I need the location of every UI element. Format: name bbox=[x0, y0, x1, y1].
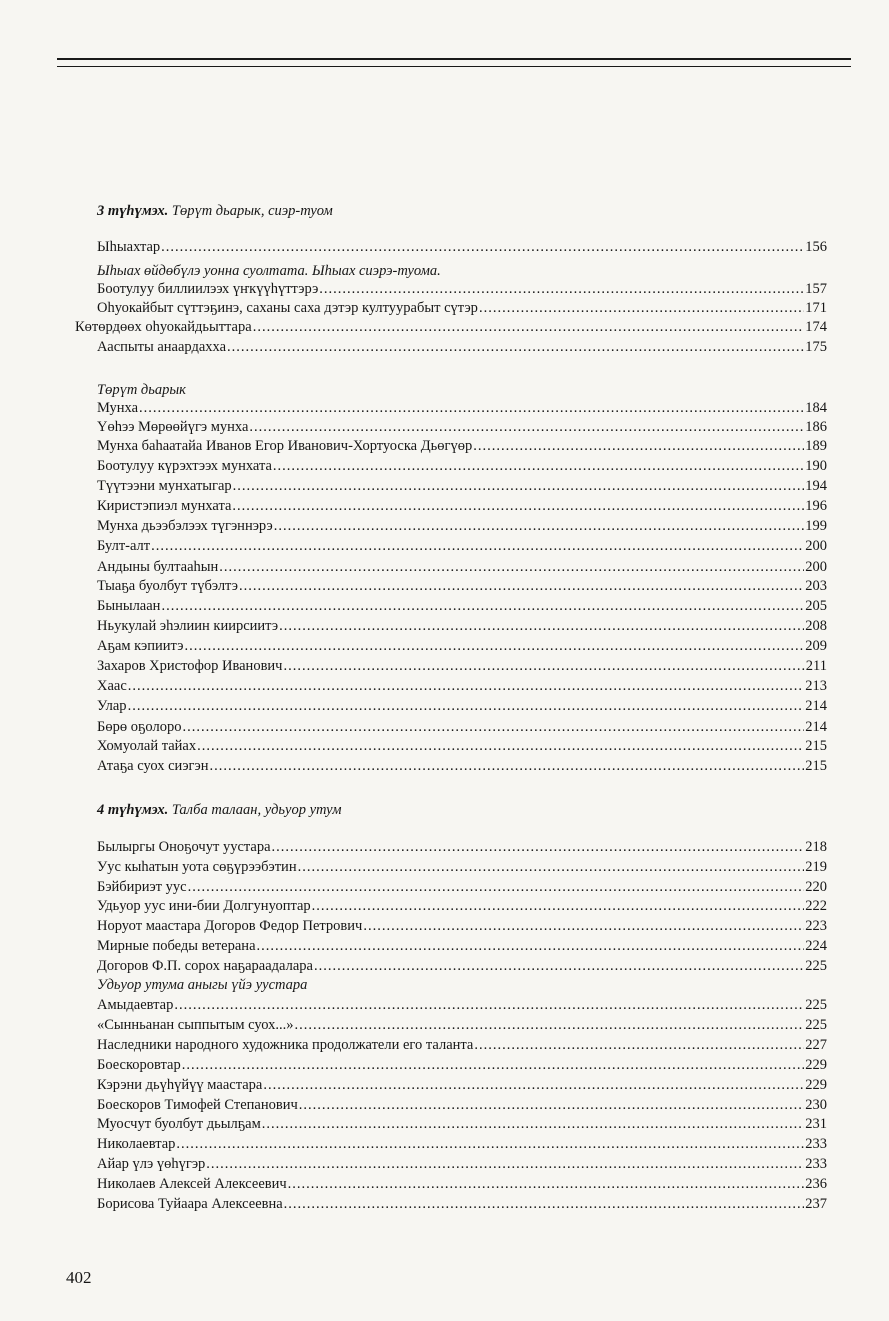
entry-title: Түүтээни мунхатыгар bbox=[97, 478, 232, 494]
subsection-heading: Төрүт дьарык bbox=[97, 382, 186, 398]
entry-page-number: 209 bbox=[805, 638, 827, 654]
toc-entry[interactable] bbox=[97, 457, 827, 475]
toc-entry[interactable] bbox=[97, 1135, 827, 1153]
entry-title: «Сынньанан сыппытым суох...» bbox=[97, 1017, 294, 1033]
toc-entry[interactable] bbox=[97, 437, 827, 455]
entry-title: Атаҕа суох сиэгэн bbox=[97, 758, 209, 774]
entry-title: Улар bbox=[97, 698, 127, 714]
dot-leader bbox=[473, 437, 804, 455]
dot-leader bbox=[479, 299, 804, 317]
toc-entry[interactable] bbox=[97, 878, 827, 896]
dot-leader bbox=[299, 1096, 804, 1114]
toc-entry[interactable] bbox=[97, 858, 827, 876]
entry-page-number: 200 bbox=[805, 538, 827, 554]
toc-entry[interactable] bbox=[97, 757, 827, 775]
entry-page-number: 214 bbox=[805, 698, 827, 714]
entry-title: Мунха bbox=[97, 400, 139, 416]
dot-leader bbox=[174, 996, 804, 1014]
toc-entry[interactable] bbox=[97, 838, 827, 856]
toc-entry[interactable] bbox=[97, 418, 827, 436]
entry-title: Ааспыты анаардахха bbox=[97, 339, 227, 355]
entry-page-number: 175 bbox=[805, 339, 827, 355]
toc-entry[interactable] bbox=[97, 1096, 827, 1114]
dot-leader bbox=[161, 238, 804, 256]
entry-page-number: 229 bbox=[805, 1077, 827, 1093]
dot-leader bbox=[257, 937, 805, 955]
toc-entry[interactable] bbox=[97, 497, 827, 515]
page-number: 402 bbox=[66, 1268, 92, 1287]
entry-title: Аҕам кэпиитэ bbox=[97, 638, 184, 654]
header-rule-thin bbox=[57, 66, 851, 67]
entry-page-number: 233 bbox=[805, 1156, 827, 1172]
entry-title: Былыргы Оноҕочут уустара bbox=[97, 839, 271, 855]
entry-title: Мунха дьээбэлээх түгэннэрэ bbox=[97, 518, 273, 534]
entry-page-number: 157 bbox=[805, 281, 827, 297]
entry-page-number: 196 bbox=[805, 498, 827, 514]
entry-title: Бынылаан bbox=[97, 598, 161, 614]
entry-title: Боескоров Тимофей Степанович bbox=[97, 1097, 298, 1113]
entry-title: Мирные победы ветерана bbox=[97, 938, 256, 954]
entry-title: Тыаҕа буолбут түбэлтэ bbox=[97, 578, 238, 594]
toc-entry[interactable] bbox=[97, 996, 827, 1014]
entry-page-number: 214 bbox=[805, 719, 827, 735]
entry-title: Андыны бултааһын bbox=[97, 559, 219, 575]
dot-leader bbox=[197, 737, 804, 755]
dot-leader bbox=[263, 1076, 804, 1094]
entry-page-number: 200 bbox=[805, 559, 827, 575]
entry-title: Удьуор уус ини-бии Долгунуоптар bbox=[97, 898, 311, 914]
entry-title: Боескоровтар bbox=[97, 1057, 181, 1073]
section-heading bbox=[97, 801, 827, 819]
entry-title: Муосчут буолбут дьылҕам bbox=[97, 1116, 261, 1132]
toc-entry[interactable] bbox=[97, 280, 827, 298]
entry-page-number: 222 bbox=[805, 898, 827, 914]
entry-title: Захаров Христофор Иванович bbox=[97, 658, 283, 674]
entry-title: Хомуолай тайах bbox=[97, 738, 197, 754]
dot-leader bbox=[232, 497, 804, 515]
dot-leader bbox=[182, 718, 804, 736]
toc-entry[interactable] bbox=[97, 1056, 827, 1074]
dot-leader bbox=[284, 1195, 805, 1213]
toc-entry[interactable] bbox=[97, 677, 827, 695]
dot-leader bbox=[128, 697, 805, 715]
dot-leader bbox=[274, 517, 804, 535]
entry-page-number: 237 bbox=[805, 1196, 827, 1212]
entry-page-number: 190 bbox=[805, 458, 827, 474]
toc-entry[interactable] bbox=[97, 517, 827, 535]
entry-title: Хаас bbox=[97, 678, 127, 694]
toc-entry[interactable] bbox=[75, 318, 827, 336]
toc-entry[interactable] bbox=[97, 1175, 827, 1193]
toc-entry[interactable] bbox=[97, 1076, 827, 1094]
toc-entry[interactable] bbox=[97, 1195, 827, 1213]
entry-page-number: 203 bbox=[805, 578, 827, 594]
toc-entry[interactable] bbox=[97, 937, 827, 955]
entry-title: Айар үлэ үөһүгэр bbox=[97, 1156, 206, 1172]
entry-page-number: 225 bbox=[805, 1017, 827, 1033]
section-prefix: 4 түһүмэх. bbox=[97, 802, 169, 818]
entry-title: Боотулуу биллиилээх үҥкүүһүттэрэ bbox=[97, 281, 319, 297]
dot-leader bbox=[184, 637, 804, 655]
entry-page-number: 211 bbox=[805, 658, 827, 674]
entry-page-number: 225 bbox=[805, 958, 827, 974]
entry-page-number: 223 bbox=[805, 918, 827, 934]
entry-page-number: 225 bbox=[805, 997, 827, 1013]
section-title: Төрүт дьарык, сиэр-туом bbox=[171, 203, 333, 219]
entry-page-number: 213 bbox=[805, 678, 827, 694]
dot-leader bbox=[273, 457, 804, 475]
entry-title: Боотулуу күрэхтээх мунхата bbox=[97, 458, 272, 474]
toc-entry[interactable] bbox=[97, 597, 827, 615]
toc-entry[interactable] bbox=[97, 1016, 827, 1034]
toc-entry[interactable] bbox=[97, 697, 827, 715]
entry-page-number: 215 bbox=[805, 738, 827, 754]
toc-entry[interactable] bbox=[97, 577, 827, 595]
entry-page-number: 231 bbox=[805, 1116, 827, 1132]
entry-page-number: 174 bbox=[805, 319, 827, 335]
entry-title: Мунха баһаатайа Иванов Егор Иванович-Хортуоска Дьөгүөр bbox=[97, 438, 473, 454]
entry-title: Кэрэни дьүһүйүү маастара bbox=[97, 1077, 263, 1093]
dot-leader bbox=[253, 318, 805, 336]
entry-page-number: 184 bbox=[805, 400, 827, 416]
dot-leader bbox=[272, 838, 805, 856]
entry-page-number: 218 bbox=[805, 839, 827, 855]
entry-title: Наследники народного художника продолжатели его таланта bbox=[97, 1037, 474, 1053]
dot-leader bbox=[279, 617, 804, 635]
entry-page-number: 215 bbox=[805, 758, 827, 774]
entry-title: Бэйбириэт уус bbox=[97, 879, 187, 895]
entry-title: Борисова Туйаара Алексеевна bbox=[97, 1196, 283, 1212]
entry-title: Үөһээ Мөрөөйүгэ мунха bbox=[97, 419, 249, 435]
section-title: Талба талаан, удьуор утум bbox=[171, 802, 342, 818]
dot-leader bbox=[227, 338, 804, 356]
toc-entry[interactable] bbox=[97, 537, 827, 555]
toc-entry[interactable] bbox=[97, 617, 827, 635]
toc-entry[interactable] bbox=[97, 657, 827, 675]
dot-leader bbox=[176, 1135, 804, 1153]
dot-leader bbox=[474, 1036, 804, 1054]
toc-entry[interactable] bbox=[97, 637, 827, 655]
dot-leader bbox=[182, 1056, 805, 1074]
dot-leader bbox=[283, 657, 804, 675]
toc-entry[interactable] bbox=[97, 957, 827, 975]
toc-entry[interactable] bbox=[97, 399, 827, 417]
entry-title: Булт-алт bbox=[97, 538, 151, 554]
entry-title: Догоров Ф.П. сорох наҕараадалара bbox=[97, 958, 313, 974]
entry-page-number: 205 bbox=[805, 598, 827, 614]
dot-leader bbox=[188, 878, 805, 896]
section-prefix: 3 түһүмэх. bbox=[97, 203, 169, 219]
entry-title: Киристэпиэл мунхата bbox=[97, 498, 232, 514]
section-heading bbox=[97, 202, 827, 220]
entry-page-number: 236 bbox=[805, 1176, 827, 1192]
entry-title: Амыдаевтар bbox=[97, 997, 174, 1013]
dot-leader bbox=[139, 399, 804, 417]
entry-page-number: 194 bbox=[805, 478, 827, 494]
toc-entry[interactable] bbox=[97, 1036, 827, 1054]
dot-leader bbox=[249, 418, 804, 436]
entry-page-number: 189 bbox=[805, 438, 827, 454]
toc-entry[interactable] bbox=[97, 737, 827, 755]
dot-leader bbox=[312, 897, 805, 915]
dot-leader bbox=[288, 1175, 805, 1193]
entry-title: Ыһыахтар bbox=[97, 239, 161, 255]
entry-page-number: 220 bbox=[805, 879, 827, 895]
entry-page-number: 156 bbox=[805, 239, 827, 255]
header-rule-thick bbox=[57, 58, 851, 60]
entry-title: Оһуокайбыт сүттэҕинэ, саханы саха дэтэр култуурабыт сүтэр bbox=[97, 300, 478, 316]
toc-entry[interactable] bbox=[97, 718, 827, 736]
dot-leader bbox=[209, 757, 804, 775]
dot-leader bbox=[295, 1016, 805, 1034]
entry-page-number: 227 bbox=[805, 1037, 827, 1053]
toc-entry[interactable] bbox=[97, 338, 827, 356]
dot-leader bbox=[206, 1155, 804, 1173]
entry-page-number: 219 bbox=[805, 859, 827, 875]
toc-entry[interactable] bbox=[97, 477, 827, 495]
dot-leader bbox=[161, 597, 804, 615]
entry-page-number: 171 bbox=[805, 300, 827, 316]
dot-leader bbox=[151, 537, 804, 555]
entry-title: Норуот маастара Догоров Федор Петрович bbox=[97, 918, 363, 934]
entry-title: Уус кыһатын уота сөҕүрээбэтин bbox=[97, 859, 297, 875]
dot-leader bbox=[319, 280, 804, 298]
subsection-heading: Удьуор утума аныгы үйэ уустара bbox=[97, 977, 308, 993]
toc-entry[interactable] bbox=[97, 1115, 827, 1133]
entry-page-number: 186 bbox=[805, 419, 827, 435]
toc-entry[interactable] bbox=[97, 917, 827, 935]
entry-title: Ньукулай эһэлиин киирсиитэ bbox=[97, 618, 279, 634]
dot-leader bbox=[363, 917, 804, 935]
entry-title: Көтөрдөөх оһуокайдьыттара bbox=[75, 319, 252, 335]
toc-entry[interactable] bbox=[97, 299, 827, 317]
toc-entry[interactable] bbox=[97, 238, 827, 256]
entry-page-number: 229 bbox=[805, 1057, 827, 1073]
toc-entry[interactable] bbox=[97, 558, 827, 576]
dot-leader bbox=[233, 477, 805, 495]
dot-leader bbox=[314, 957, 804, 975]
entry-title: Бөрө оҕолоро bbox=[97, 719, 182, 735]
entry-page-number: 233 bbox=[805, 1136, 827, 1152]
entry-page-number: 208 bbox=[805, 618, 827, 634]
toc-entry[interactable] bbox=[97, 897, 827, 915]
subsection-heading: Ыһыах өйдөбүлэ уонна суолтата. Ыһыах сиэрэ-туома. bbox=[97, 263, 441, 279]
entry-page-number: 224 bbox=[805, 938, 827, 954]
entry-page-number: 230 bbox=[805, 1097, 827, 1113]
dot-leader bbox=[219, 558, 804, 576]
toc-entry[interactable] bbox=[97, 1155, 827, 1173]
dot-leader bbox=[239, 577, 804, 595]
entry-title: Николаев Алексей Алексеевич bbox=[97, 1176, 287, 1192]
entry-page-number: 199 bbox=[805, 518, 827, 534]
dot-leader bbox=[298, 858, 805, 876]
entry-title: Николаевтар bbox=[97, 1136, 176, 1152]
dot-leader bbox=[128, 677, 804, 695]
dot-leader bbox=[262, 1115, 804, 1133]
